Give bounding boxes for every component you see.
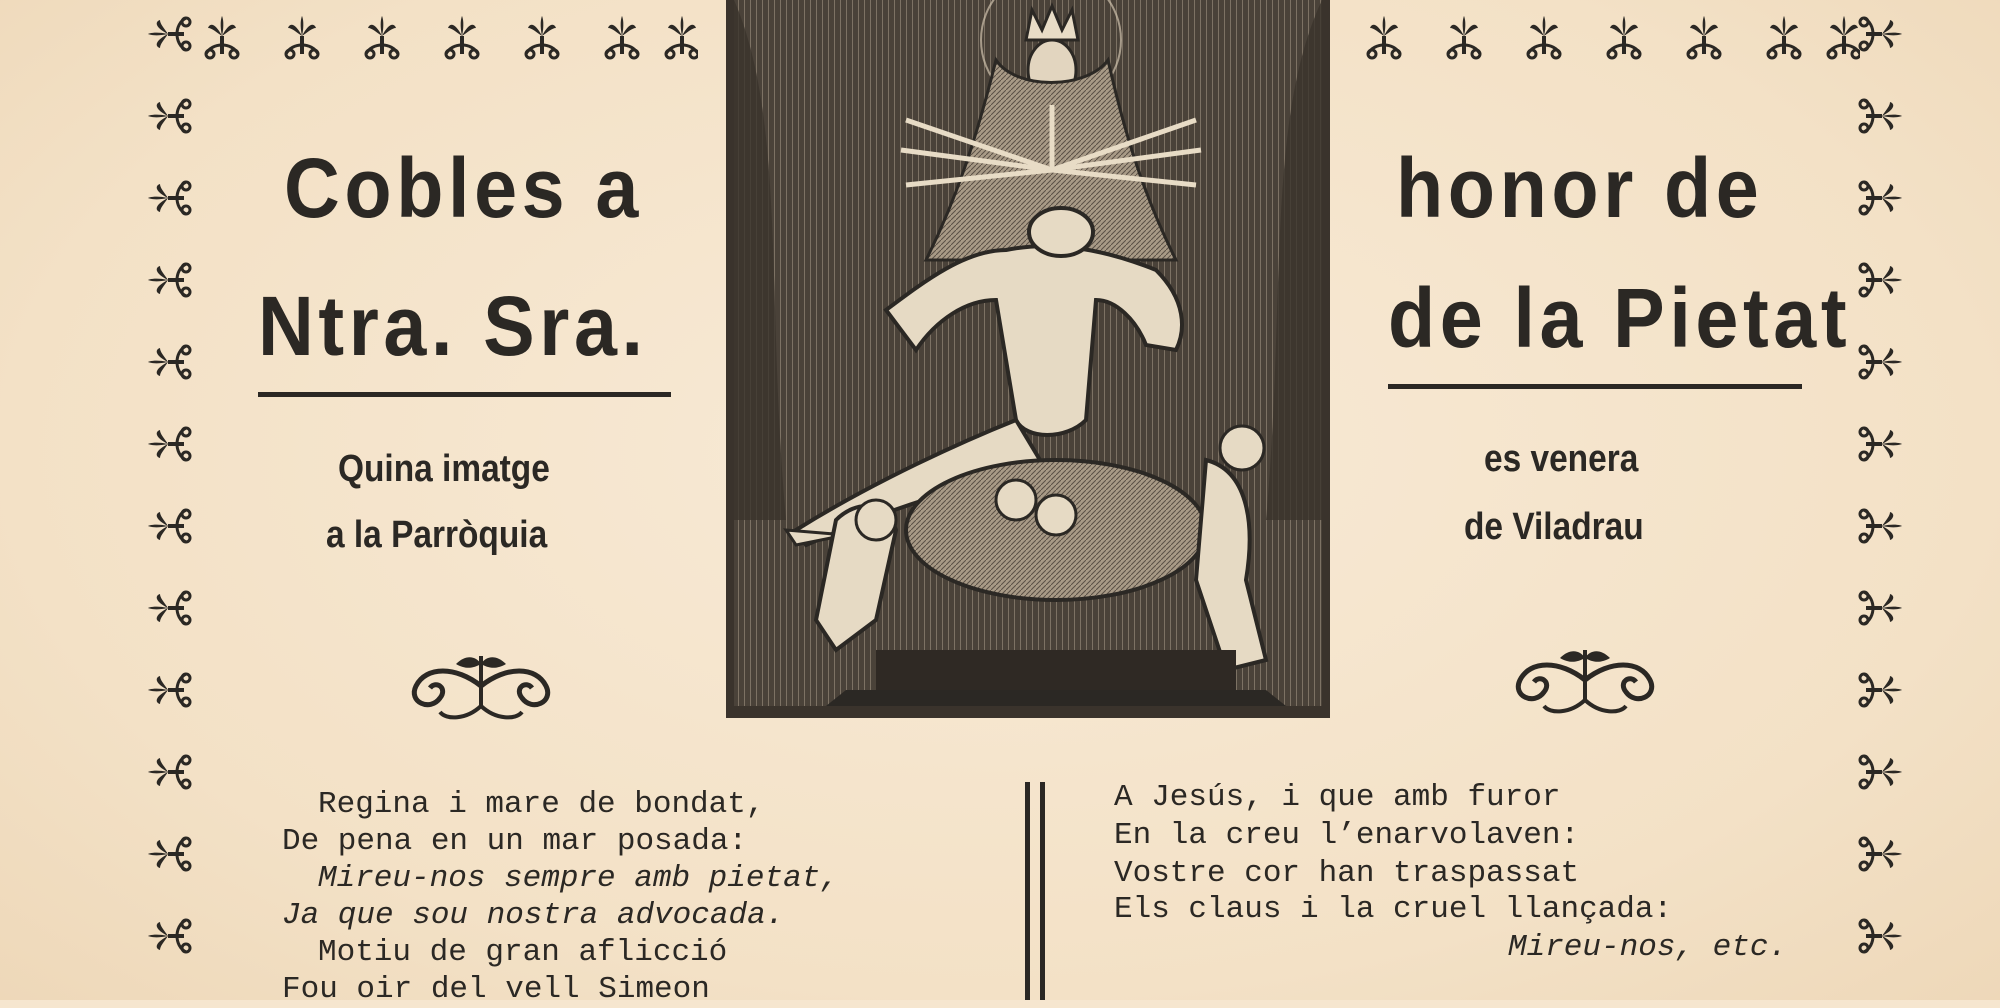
subtitle-left-line-1: Quina imatge bbox=[338, 448, 550, 490]
subtitle-left-line-2: a la Parròquia bbox=[326, 514, 548, 556]
column-divider-right bbox=[1040, 782, 1045, 1000]
pieta-woodcut-icon bbox=[726, 0, 1330, 718]
scroll-ornament-icon-left bbox=[396, 646, 566, 731]
title-left-line-1: Cobles a bbox=[284, 141, 643, 235]
right-floral-border bbox=[1858, 14, 1904, 1000]
left-floral-border bbox=[146, 14, 192, 1000]
title-left-rule bbox=[258, 392, 671, 397]
verse-left-line-6: Fou oir del vell Simeon bbox=[282, 972, 710, 1007]
subtitle-right-line-1: es venera bbox=[1484, 438, 1639, 480]
verse-left-line-5: Motiu de gran aflicció bbox=[318, 935, 728, 970]
verse-left-line-4: Ja que sou nostra advocada. bbox=[282, 898, 785, 933]
verse-right-line-4: Els claus i la cruel llançada: bbox=[1114, 892, 1673, 927]
verse-left-line-3: Mireu-nos sempre amb pietat, bbox=[318, 861, 839, 896]
title-left-line-2: Ntra. Sra. bbox=[258, 279, 648, 373]
verse-left-line-2: De pena en un mar posada: bbox=[282, 824, 748, 859]
title-right-rule bbox=[1388, 384, 1802, 389]
title-right-line-1: honor de bbox=[1396, 141, 1764, 235]
verse-right-line-2: En la creu l’enarvolaven: bbox=[1114, 818, 1580, 853]
title-right-line-2: de la Pietat bbox=[1388, 271, 1852, 365]
top-right-floral-border bbox=[1358, 12, 1860, 62]
verse-right-line-5: Mireu-nos, etc. bbox=[1508, 930, 1788, 965]
scroll-ornament-icon-right bbox=[1500, 640, 1670, 725]
top-left-floral-border bbox=[196, 12, 698, 62]
verse-left-line-1: Regina i mare de bondat, bbox=[318, 787, 765, 822]
subtitle-right-line-2: de Viladrau bbox=[1464, 506, 1644, 548]
column-divider-left bbox=[1025, 782, 1030, 1000]
verse-right-line-1: A Jesús, i que amb furor bbox=[1114, 780, 1561, 815]
verse-right-line-3: Vostre cor han traspassat bbox=[1114, 856, 1580, 891]
